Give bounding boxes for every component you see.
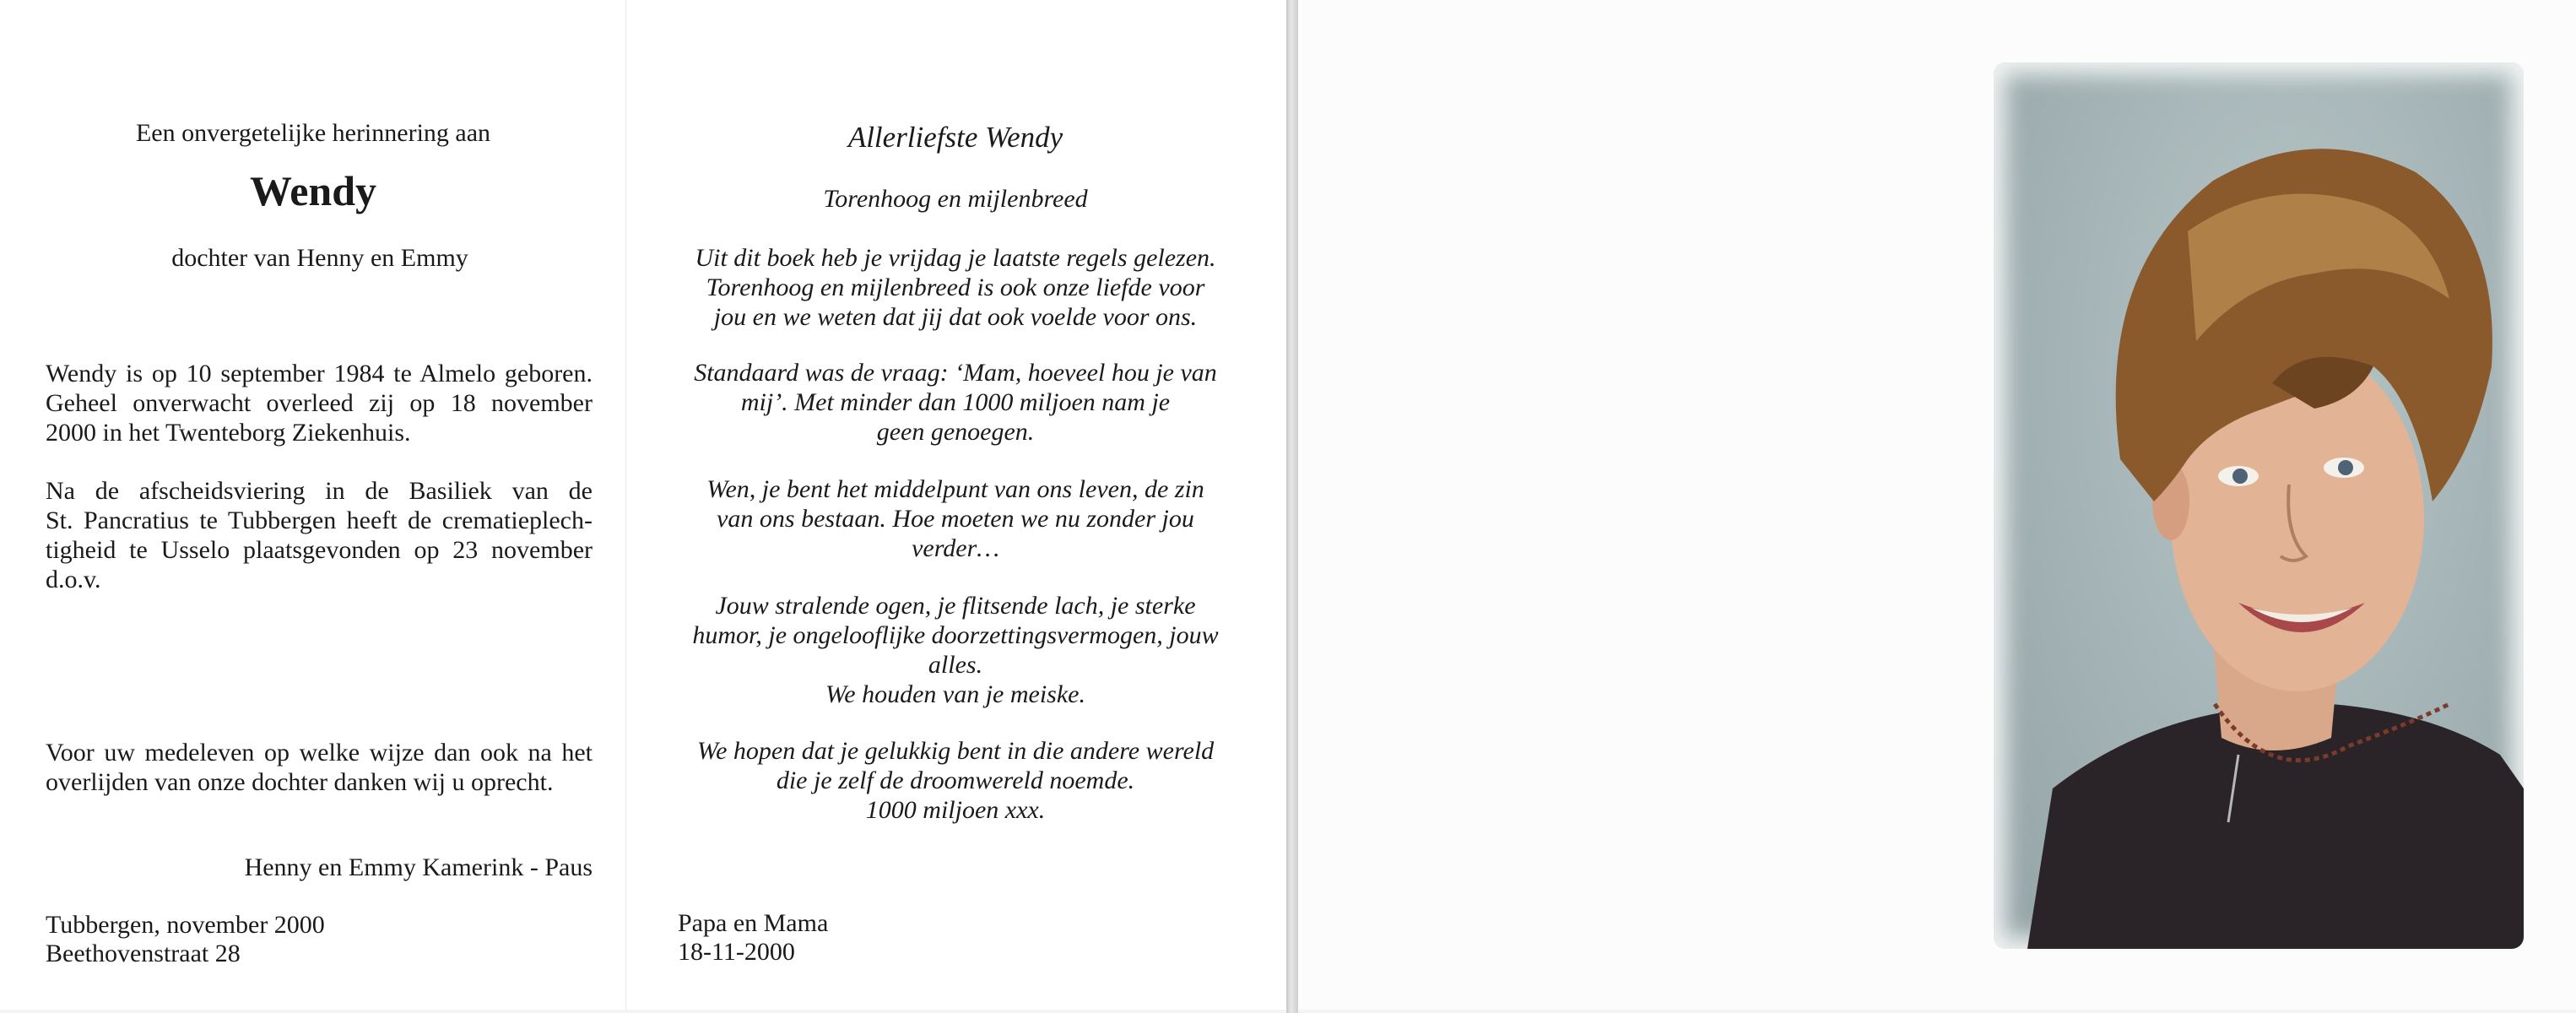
poem-stanza [660, 736, 1251, 825]
poem-line: 1000 miljoen xxx. [865, 796, 1046, 824]
poem-stanza [660, 591, 1251, 709]
left-panel [0, 0, 626, 1010]
poem-line: We houden van je meiske. [825, 680, 1085, 708]
card-fold [1286, 0, 1298, 1013]
poem-line: humor, je ongelooflijke doorzettingsvermogen, jouw [692, 621, 1219, 649]
poem-heading: Allerliefste Wendy [847, 121, 1063, 154]
poem-line: We hopen dat je gelukkig bent in die andere wereld [696, 737, 1215, 765]
paragraph-line: Na de afscheidsviering in de Basiliek van de [46, 477, 593, 505]
paragraph-line: d.o.v. [46, 566, 101, 593]
place-date: Tubbergen, november 2000 [46, 911, 325, 939]
poem-line: geen genoegen. [876, 418, 1035, 446]
poem-line: jou en we weten dat jij dat ook voelde voor ons. [713, 303, 1198, 331]
poem-date: 18-11-2000 [678, 938, 795, 966]
ceremony-paragraph [46, 476, 593, 594]
poem-line: die je zelf de droomwereld noemde. [776, 767, 1135, 794]
signature: Henny en Emmy Kamerink - Paus [244, 853, 593, 881]
poem-line: Jouw stralende ogen, je flitsende lach, je sterke [715, 592, 1196, 620]
paragraph-line: 2000 in het Twenteborg Ziekenhuis. [46, 419, 411, 447]
paragraph-line: overlijden van onze dochter danken wij u oprecht. [46, 768, 554, 796]
poem-line: Uit dit boek heb je vrijdag je laatste regels gelezen. [695, 244, 1216, 272]
portrait-illustration [1994, 62, 2524, 949]
poem-line: Wen, je bent het middelpunt van ons leven, de zin [706, 475, 1204, 503]
poem-signature: Papa en Mama [678, 909, 829, 937]
paragraph-line: Wendy is op 10 september 1984 te Almelo geboren. [46, 360, 593, 387]
paragraph-line: St. Pancratius te Tubbergen heeft de crematieplech- [46, 506, 593, 534]
left-iris [2232, 469, 2248, 484]
paragraph-line: Voor uw medeleven op welke wijze dan ook na het [46, 739, 593, 767]
poem-line: mij’. Met minder dan 1000 miljoen nam je [740, 388, 1171, 416]
deceased-name: Wendy [249, 167, 377, 214]
poem-line: Torenhoog en mijlenbreed is ook onze liefde voor [706, 274, 1205, 301]
right-iris [2338, 460, 2353, 475]
paragraph-line: tigheid te Usselo plaatsgevonden op 23 november [46, 536, 593, 564]
poem-stanza [660, 474, 1251, 563]
address: Beethovenstraat 28 [46, 940, 241, 967]
poem-line: verder… [912, 534, 999, 562]
paragraph-line: Geheel onverwacht overleed zij op 18 november [46, 389, 593, 417]
birth-death-paragraph [46, 359, 593, 447]
daughter-of-line: dochter van Henny en Emmy [171, 244, 468, 272]
poem-line: alles. [928, 651, 983, 679]
poem-stanza [660, 358, 1251, 447]
thanks-paragraph [46, 738, 593, 797]
poem-line: Standaard was de vraag: ‘Mam, hoeveel hou je van [694, 359, 1217, 387]
intro-line: Een onvergetelijke herinnering aan [135, 119, 491, 147]
portrait-photo [1994, 62, 2524, 949]
poem-subheading: Torenhoog en mijlenbreed [823, 185, 1088, 213]
poem-line: van ons bestaan. Hoe moeten we nu zonder jou [717, 505, 1194, 533]
poem-stanza [660, 243, 1251, 332]
